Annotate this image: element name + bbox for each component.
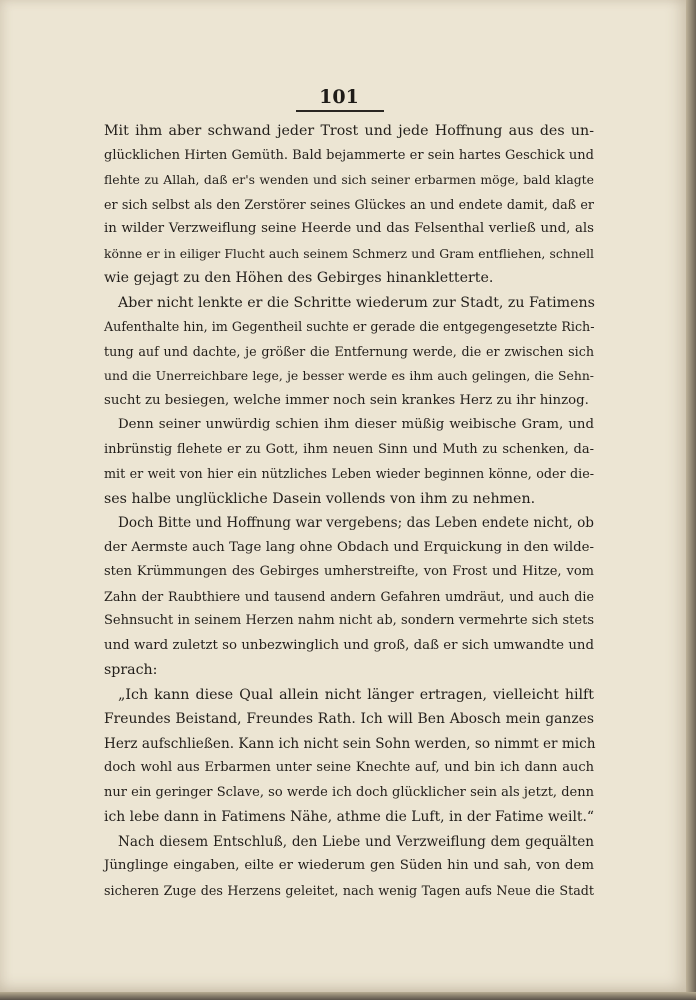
text-line: der Aermste auch Tage lang ohne Obdach und Erquickung in den wilde- [104, 539, 594, 555]
text-line: er sich selbst als den Zerstörer seines Glückes an und endete damit, daß er [104, 196, 594, 212]
page-number-rule [296, 110, 384, 112]
text-line: Aber nicht lenkte er die Schritte wiederum zur Stadt, zu Fatimens [118, 294, 595, 311]
text-line: in wilder Verzweiflung seine Heerde und das Felsenthal verließ und, als [104, 221, 594, 236]
text-line: Zahn der Raubthiere und tausend andern Gefahren umdräut, und auch die [104, 588, 594, 604]
text-line: tung auf und dachte, je größer die Entfernung werde, die er zwischen sich [104, 343, 594, 359]
text-line: glücklichen Hirten Gemüth. Bald bejammerte er sein hartes Geschick und [104, 147, 594, 163]
text-line: ses halbe unglückliche Dasein vollends von ihm zu nehmen. [104, 490, 536, 507]
text-line: sprach: [104, 662, 158, 678]
text-line: Nach diesem Entschluß, den Liebe und Verzweiflung dem gequälten [118, 833, 594, 850]
text-line: Doch Bitte und Hoffnung war vergebens; das Leben endete nicht, ob [118, 515, 594, 531]
text-line: Jünglinge eingaben, eilte er wiederum gen Süden hin und sah, von dem [104, 858, 594, 873]
text-line: nur ein geringer Sclave, so werde ich doch glücklicher sein als jetzt, denn [104, 784, 594, 800]
text-line: flehte zu Allah, daß er's wenden und sich seiner erbarmen möge, bald klagte [104, 172, 594, 187]
text-line: und ward zuletzt so unbezwinglich und groß, daß er sich umwandte und [104, 637, 594, 653]
text-line: doch wohl aus Erbarmen unter seine Knechte auf, und bin ich dann auch [104, 760, 594, 775]
text-line: sten Krümmungen des Gebirges umherstreifte, von Frost und Hitze, vom [104, 564, 594, 579]
text-line: Sehnsucht in seinem Herzen nahm nicht ab, sondern vermehrte sich stets [104, 613, 594, 628]
text-line: „Ich kann diese Qual allein nicht länger ertragen, vielleicht hilft [118, 686, 594, 703]
text-line: und die Unerreichbare lege, je besser werde es ihm auch gelingen, die Sehn- [104, 368, 594, 383]
page-edge-bottom [0, 992, 696, 1000]
page-edge-right [686, 0, 696, 1000]
text-line: wie gejagt zu den Höhen des Gebirges hinankletterte. [104, 270, 494, 286]
text-line: Denn seiner unwürdig schien ihm dieser müßig weibische Gram, und [118, 417, 594, 432]
text-line: Aufenthalte hin, im Gegentheil suchte er gerade die entgegengesetzte Rich- [104, 319, 595, 334]
page-number: 101 [319, 86, 359, 108]
body-text [104, 119, 594, 903]
text-line: mit er weit von hier ein nützliches Leben wieder beginnen könne, oder die- [104, 466, 594, 481]
text-line: sucht zu besiegen, welche immer noch sein krankes Herz zu ihr hinzog. [104, 392, 589, 408]
text-line: Freundes Beistand, Freundes Rath. Ich will Ben Abosch mein ganzes [104, 711, 594, 727]
text-line: sicheren Zuge des Herzens geleitet, nach wenig Tagen aufs Neue die Stadt [104, 882, 594, 898]
text-line: Herz aufschließen. Kann ich nicht sein Sohn werden, so nimmt er mich [104, 735, 596, 752]
text-line: ich lebe dann in Fatimens Nähe, athme die Luft, in der Fatime weilt.“ [104, 809, 594, 825]
text-line: inbrünstig flehete er zu Gott, ihm neuen Sinn und Muth zu schenken, da- [104, 441, 594, 457]
text-line: Mit ihm aber schwand jeder Trost und jede Hoffnung aus des un- [104, 123, 594, 139]
text-line: könne er in eiliger Flucht auch seinem Schmerz und Gram entfliehen, schnell [104, 245, 594, 261]
